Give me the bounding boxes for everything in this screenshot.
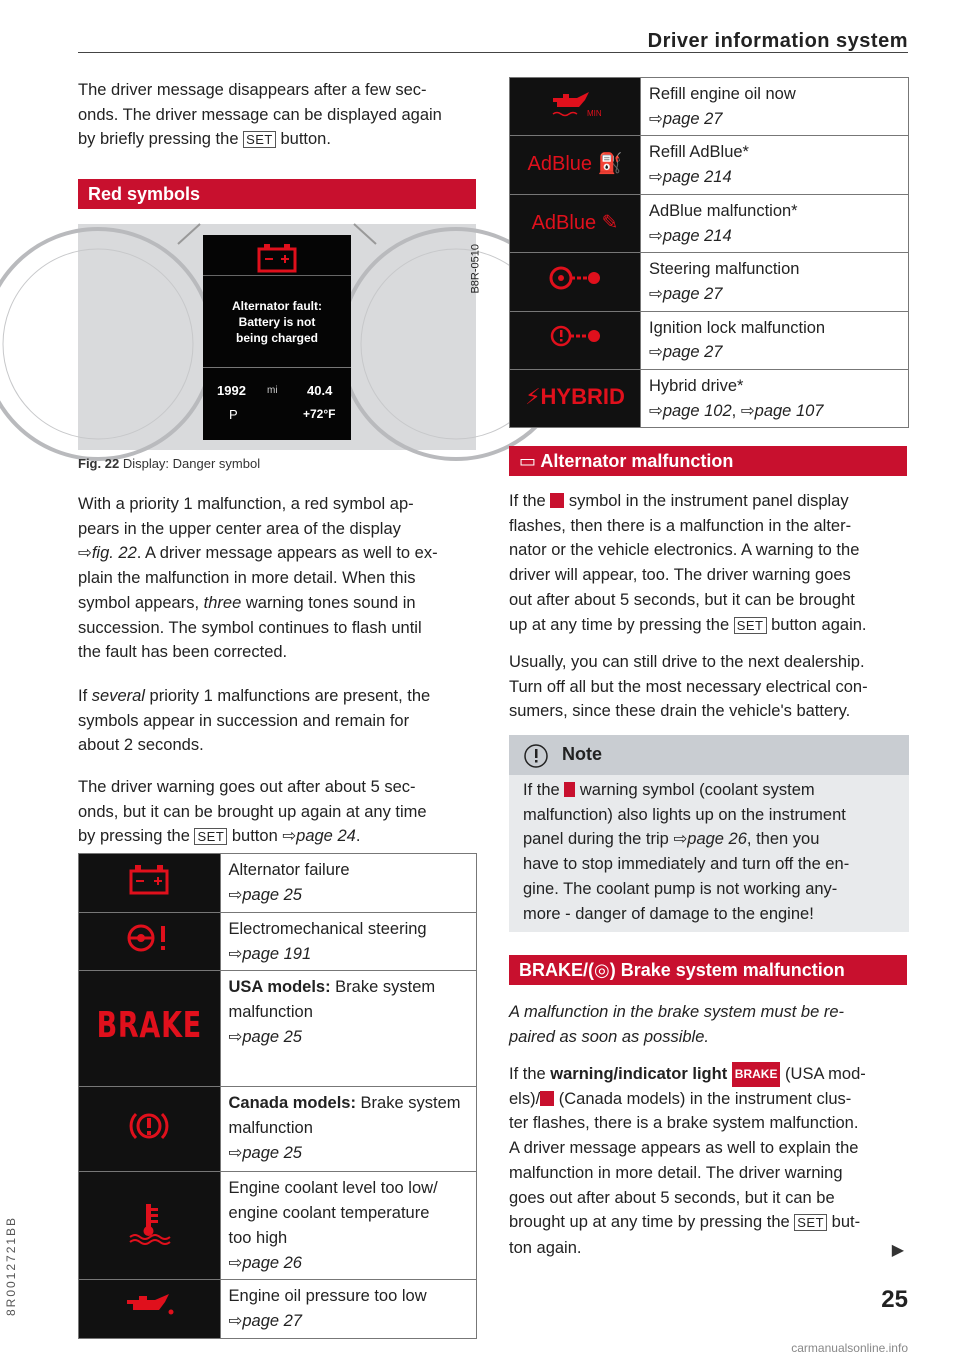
screen-divider: [203, 275, 351, 276]
table-row: BRAKE USA models: Brake system malfunction ⇨page 25: [79, 971, 477, 1087]
screen-divider-bottom: [203, 367, 351, 368]
table-row: AdBlue ✎ AdBlue malfunction* ⇨page 214: [510, 194, 909, 252]
battery-icon: [203, 239, 351, 279]
odometer-unit: mi: [267, 385, 278, 396]
brake-icon-inline: BRAKE: [732, 1062, 781, 1087]
info-circle-icon: [521, 741, 551, 771]
coolant-icon-inline: [564, 782, 575, 797]
section-brake: BRAKE/(◎) Brake system malfunction: [509, 955, 907, 985]
adblue-wrench-icon: AdBlue ✎: [510, 194, 641, 252]
outside-temperature: +72°F: [303, 407, 336, 421]
intro-paragraph: The driver message disappears after a few sec- onds. The driver message can be displayed again by briefly pressing the SET button.: [78, 81, 442, 149]
odometer: 1992: [217, 383, 246, 398]
trip-value: 40.4: [307, 383, 333, 398]
brake-circle-icon-inline: [540, 1091, 554, 1106]
section-red-symbols: Red symbols: [78, 179, 476, 209]
ignition-key-icon: [510, 311, 641, 369]
table-row: Electromechanical steering ⇨page 191: [79, 913, 477, 971]
link-page-26: page 26: [687, 830, 747, 849]
figure-code: B8R-0510: [470, 244, 482, 294]
screen-message: Alternator fault: Battery is not being charged: [232, 299, 322, 345]
table-row: ⚡HYBRID Hybrid drive* ⇨page 102, ⇨page 107: [510, 370, 909, 428]
coolant-icon: [79, 1172, 221, 1280]
red-symbols-table: [78, 853, 477, 1339]
brake-circle-icon: (◎): [588, 960, 621, 980]
right-symbols-table: [509, 77, 909, 428]
page-number: 25: [881, 1286, 908, 1313]
oil-can-icon: [79, 1280, 221, 1338]
hybrid-icon: ⚡HYBRID: [510, 370, 641, 428]
brake-icon: BRAKE/: [519, 960, 589, 980]
oil-min-icon: [510, 78, 641, 136]
brake-italic-paragraph: A malfunction in the brake system must be re- paired as soon as possible.: [509, 1003, 845, 1046]
figure-caption: Fig. 22 Display: Danger symbol: [78, 456, 261, 471]
continue-arrow-icon: ▶: [891, 1242, 904, 1259]
link-fig-22: fig. 22: [91, 544, 137, 563]
battery-icon: [79, 854, 221, 913]
section-alternator: ▭ Alternator malfunction: [509, 446, 907, 476]
table-row: Steering malfunction ⇨page 27: [510, 253, 909, 311]
alternator-paragraph: If the symbol in the instrument panel display flashes, then there is a malfunction in the alter- nator or the vehicle electronics. A warning to the driver will appear, too. The driver warning goes out after about 5 seconds, but it can be brought up at any time by pressing the SET button again.: [509, 492, 867, 634]
paragraph-warning-out: The driver warning goes out after about 5 sec- onds, but it can be brought up again at any time by pressing the SET button ⇨page 24.: [78, 778, 427, 846]
cluster-screen: [203, 235, 351, 440]
note-title: Note: [562, 744, 602, 764]
dealership-paragraph: Usually, you can still drive to the next dealership. Turn off all but the most necessary electrical con- sumers, since these drain the vehicle's battery.: [509, 653, 868, 721]
table-row: Canada models: Brake system malfunction ⇨page 25: [79, 1087, 477, 1172]
steering-warning-icon: [79, 913, 221, 971]
gear-indicator: P: [229, 407, 238, 422]
brake-paragraph: If the warning/indicator light BRAKE (USA mod- els)/ (Canada models) in the instrument clus- ter flashes, there is a brake system malfunction. A driver message appears as well to explain the malfunction in more detail. The driver warning goes out after about 5 seconds, but it can be brought up at any time by pressing the SET but- ton again.: [509, 1062, 909, 1261]
header-rule: [78, 52, 908, 53]
table-row: Engine oil pressure too low ⇨page 27: [79, 1280, 477, 1338]
table-row: MIN Refill engine oil now ⇨page 27: [510, 78, 909, 136]
watermark: carmanualsonline.info: [791, 1341, 908, 1355]
note-body: If the warning symbol (coolant system malfunction) also lights up on the instrument panel during the trip ⇨page 26, then you have to stop immediately and turn off the en- gine. The coolant pump is not working any- more - danger of damage to the engine!: [509, 775, 909, 932]
link-page-24: page 24: [296, 827, 356, 846]
svg-text:MIN: MIN: [587, 108, 602, 118]
table-row: AdBlue ⛽ Refill AdBlue* ⇨page 214: [510, 136, 909, 194]
document-code: 8R0012721BB: [4, 1215, 18, 1316]
note-header: [509, 735, 909, 775]
battery-icon: ▭: [519, 451, 541, 471]
paragraph-several: If several priority 1 malfunctions are present, the symbols appear in succession and remain for about 2 seconds.: [78, 687, 431, 755]
paragraph-priority: With a priority 1 malfunction, a red symbol ap- pears in the upper center area of the display ⇨fig. 22. A driver message appears as well to ex- plain the malfunction in more detail. When this symbol appears, three warning tones sound in succession. The symbol continues to flash until the fault has been corrected.: [78, 495, 438, 662]
brake-circle-icon: [79, 1087, 221, 1172]
table-row: Ignition lock malfunction ⇨page 27: [510, 311, 909, 369]
brake-text-icon: BRAKE: [79, 971, 221, 1087]
page-header-title: Driver information system: [647, 30, 908, 52]
adblue-fill-icon: AdBlue ⛽: [510, 136, 641, 194]
steering-key-icon: [510, 253, 641, 311]
table-row: Alternator failure ⇨page 25: [79, 854, 477, 913]
table-row: Engine coolant level too low/ engine coolant temperature too high ⇨page 26: [79, 1172, 477, 1280]
battery-icon-inline: [550, 493, 564, 508]
set-key-label: SET: [243, 131, 276, 148]
